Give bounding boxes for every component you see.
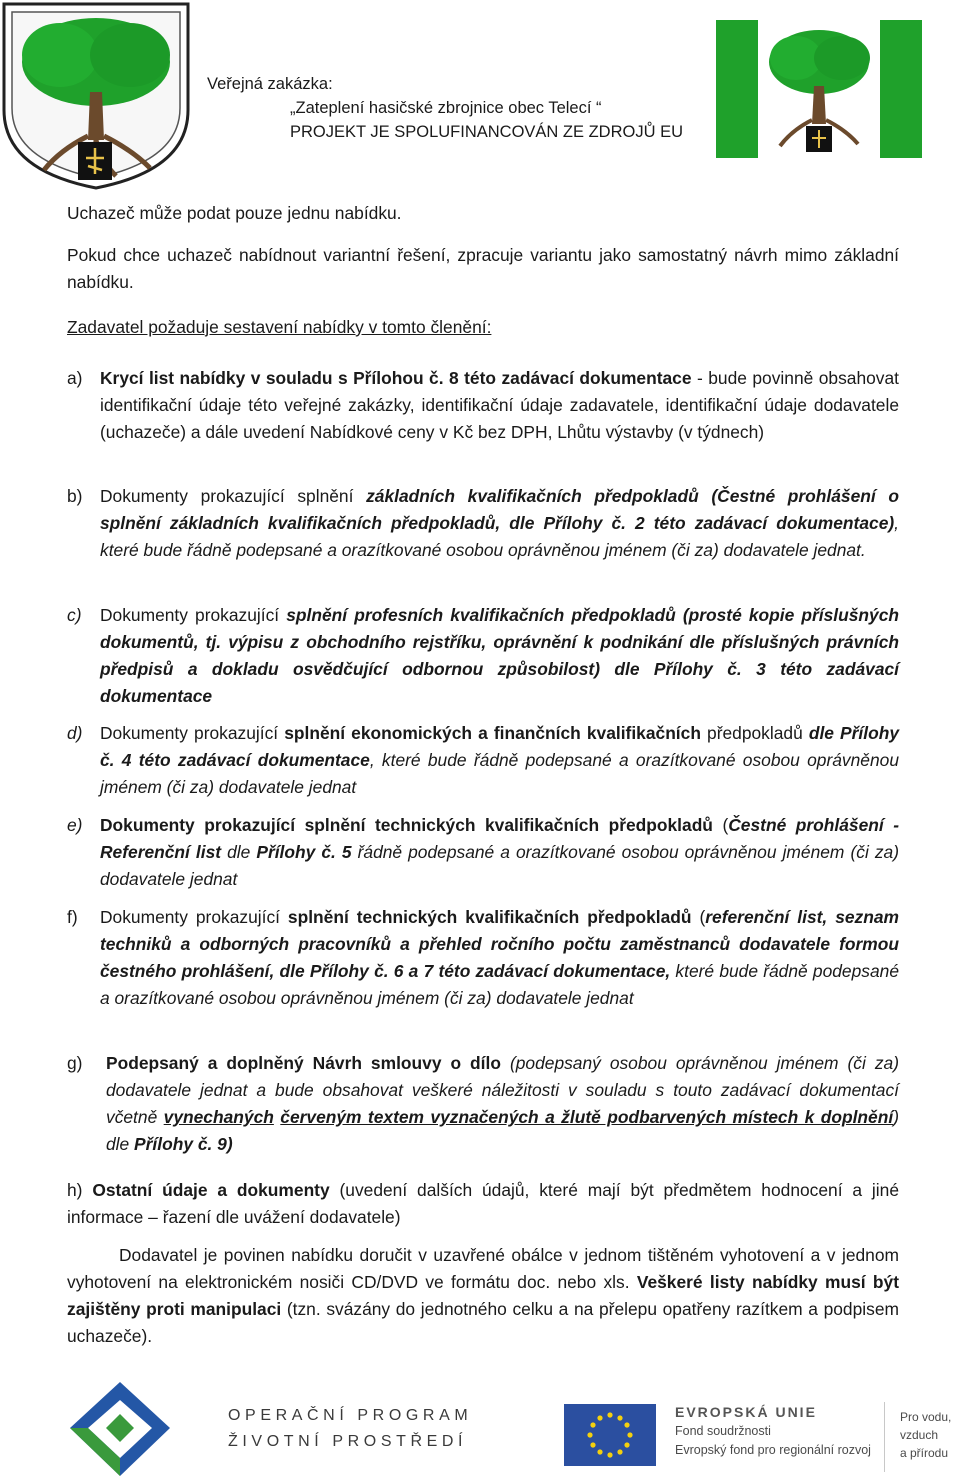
coat-of-arms-logo <box>0 0 192 192</box>
eu-slogan <box>900 1408 951 1462</box>
slogan-line-1: Pro vodu, <box>900 1410 952 1424</box>
item-c-text-2: splnění profesních kvalifikačních předpokladů (prosté kopie příslušných dokumentů, tj. výpisu z obchodního rejstříku, oprávnění k podnikání dle příslušných právních předpisů a dokladu osvědčující odbornou způsobilost) dle Přílohy č. 3 této zadávací dokumentace <box>100 605 899 706</box>
item-b-text-2: základních kvalifikačních předpokladů (Čestné prohlášení o splnění základních kvalifikačních předpokladů, dle Přílohy č. 2 této zadávací dokumentace) <box>100 486 899 533</box>
item-d-text-2: splnění ekonomických a finančních kvalifikačních <box>284 723 701 743</box>
item-g-text-3: vynechaných <box>163 1107 274 1127</box>
item-a-bold: Krycí list nabídky v souladu s Přílohou č. 8 této zadávací dokumentace <box>100 368 692 388</box>
item-e-label: e) <box>67 815 83 835</box>
list-item-a <box>67 365 899 446</box>
operational-programme-logo <box>66 1378 174 1480</box>
eu-line-1: EVROPSKÁ UNIE <box>675 1404 817 1420</box>
delivery-text-3: (tzn. svázány do jednotného celku a na přelepu opatřeny razítkem a podpisem uchazeče). <box>67 1299 899 1346</box>
item-e-text-5: Přílohy č. 5 <box>256 842 352 862</box>
item-a-text: - bude povinně obsahovat identifikační údaje této veřejné zakázky, identifikační údaje zadavatele, identifikační údaje dodavatele (uchazeče) a dále uvedení Nabídkové ceny v Kč bez DPH, Lhůtu výstavby (v týdnech) <box>100 368 899 442</box>
item-e-text-4: dle <box>221 842 257 862</box>
item-f-label: f) <box>67 907 78 927</box>
operational-programme-text <box>228 1403 472 1455</box>
list-item-g <box>67 1050 899 1158</box>
item-e-text-6: řádně podepsané a orazítkované osobou oprávněnou jménem (či za) dodavatele jednat <box>100 842 900 889</box>
eu-flag-icon <box>564 1404 656 1466</box>
item-c-label: c) <box>67 605 82 625</box>
item-f-text-5: které bude řádně podepsané a orazítkované osobou oprávněnou jménem (či za) dodavatele jednat <box>100 961 899 1008</box>
item-b-label: b) <box>67 486 83 506</box>
eu-cofinancing-note: PROJEKT JE SPOLUFINANCOVÁN ZE ZDROJŮ EU <box>290 123 684 141</box>
item-h-label: h) <box>67 1180 83 1200</box>
eu-line-3: Evropský fond pro regionální rozvoj <box>675 1443 871 1457</box>
item-f-text-2: splnění technických kvalifikačních předpokladů <box>287 907 692 927</box>
header-label: Veřejná zakázka: <box>207 75 333 93</box>
item-f-text-1: Dokumenty prokazující <box>100 907 288 927</box>
item-f-text-4: referenční list, seznam techniků a odborných pracovníků a přehled ročního počtu zaměstnanců dodavatele formou čestného prohlášení, dle Přílohy č. 6 a 7 této zadávací dokumentace, <box>100 907 899 981</box>
item-d-text-5: , které bude řádně podepsané a orazítkované osobou oprávněnou jménem (či za) dodavatele jednat <box>100 750 899 797</box>
municipal-flag-logo <box>716 20 922 158</box>
offer-structure-heading <box>67 314 899 341</box>
slogan-line-3: a přírodu <box>900 1446 949 1460</box>
item-d-text-1: Dokumenty prokazující <box>100 723 285 743</box>
list-item-e <box>67 812 899 893</box>
item-g-text-5: červeným textem vyznačených a žlutě podbarvených místech k doplnění <box>280 1107 894 1127</box>
single-offer-paragraph: Uchazeč může podat pouze jednu nabídku. <box>67 203 402 223</box>
eu-line-2: Fond soudržnosti <box>675 1424 771 1438</box>
op-line-2: ŽIVOTNÍ PROSTŘEDÍ <box>228 1433 468 1450</box>
item-d-text-4: dle Přílohy č. 4 této zadávací dokumentace <box>100 723 899 770</box>
item-h-text-1: Ostatní údaje a dokumenty <box>92 1180 330 1200</box>
item-d-label: d) <box>67 723 83 743</box>
item-g-text-1: Podepsaný a doplněný Návrh smlouvy o dílo <box>106 1053 501 1073</box>
list-item-h <box>67 1177 899 1231</box>
item-b-text-3: , které bude řádně podepsané a orazítkované osobou oprávněnou jménem (či za) dodavatele jednat. <box>100 513 899 560</box>
variant-solution-paragraph: Pokud chce uchazeč nabídnout variantní řešení, zpracuje variantu jako samostatný návrh mimo základní nabídku. <box>67 245 899 292</box>
header-text <box>207 72 707 144</box>
contract-title: „Zateplení hasičské zbrojnice obec Telecí “ <box>290 99 602 117</box>
delivery-text-1: Dodavatel je povinen nabídku doručit v uzavřené obálce v jednom tištěném vyhotovení a v jednom vyhotovení na elektronickém nosiči CD/DVD ve formátu doc. nebo xls. <box>67 1245 899 1292</box>
delivery-paragraph <box>67 1242 899 1350</box>
slogan-line-2: vzduch <box>900 1428 939 1442</box>
list-item-f <box>67 904 899 1012</box>
footer-divider <box>884 1402 885 1472</box>
item-f-text-3: ( <box>691 907 706 927</box>
list-item-b <box>67 483 899 564</box>
item-h-text-2: (uvedení dalších údajů, které mají být předmětem hodnocení a jiné informace – řazení dle uvážení dodavatele) <box>67 1180 899 1227</box>
list-item-d <box>67 720 899 801</box>
item-g-text-7: Přílohy č. 9) <box>134 1134 233 1154</box>
item-e-text-3: Čestné prohlášení - Referenční list <box>100 815 899 862</box>
op-line-1: OPERAČNÍ PROGRAM <box>228 1407 473 1424</box>
item-g-label: g) <box>67 1053 83 1073</box>
item-a-label: a) <box>67 368 83 388</box>
list-item-c <box>67 602 899 710</box>
item-e-text-1: Dokumenty prokazující splnění technických kvalifikačních předpokladů <box>100 815 713 835</box>
eu-funds-text <box>675 1403 871 1460</box>
item-g-text-2: (podepsaný osobou oprávněnou jménem (či za) dodavatele jednat a bude obsahovat veškeré náležitosti v souladu s touto zadávací dokumentací včetně <box>106 1053 899 1127</box>
item-b-text-1: Dokumenty prokazující splnění <box>100 486 367 506</box>
delivery-text-2: Veškeré listy nabídky musí být zajištěny proti manipulaci <box>67 1272 899 1319</box>
item-e-text-2: ( <box>712 815 729 835</box>
item-g-text-6: ) dle <box>106 1107 899 1154</box>
item-c-text-1: Dokumenty prokazující <box>100 605 287 625</box>
offer-structure-heading-text: Zadavatel požaduje sestavení nabídky v tomto členění: <box>67 317 492 337</box>
item-d-text-3: předpokladů <box>700 723 809 743</box>
